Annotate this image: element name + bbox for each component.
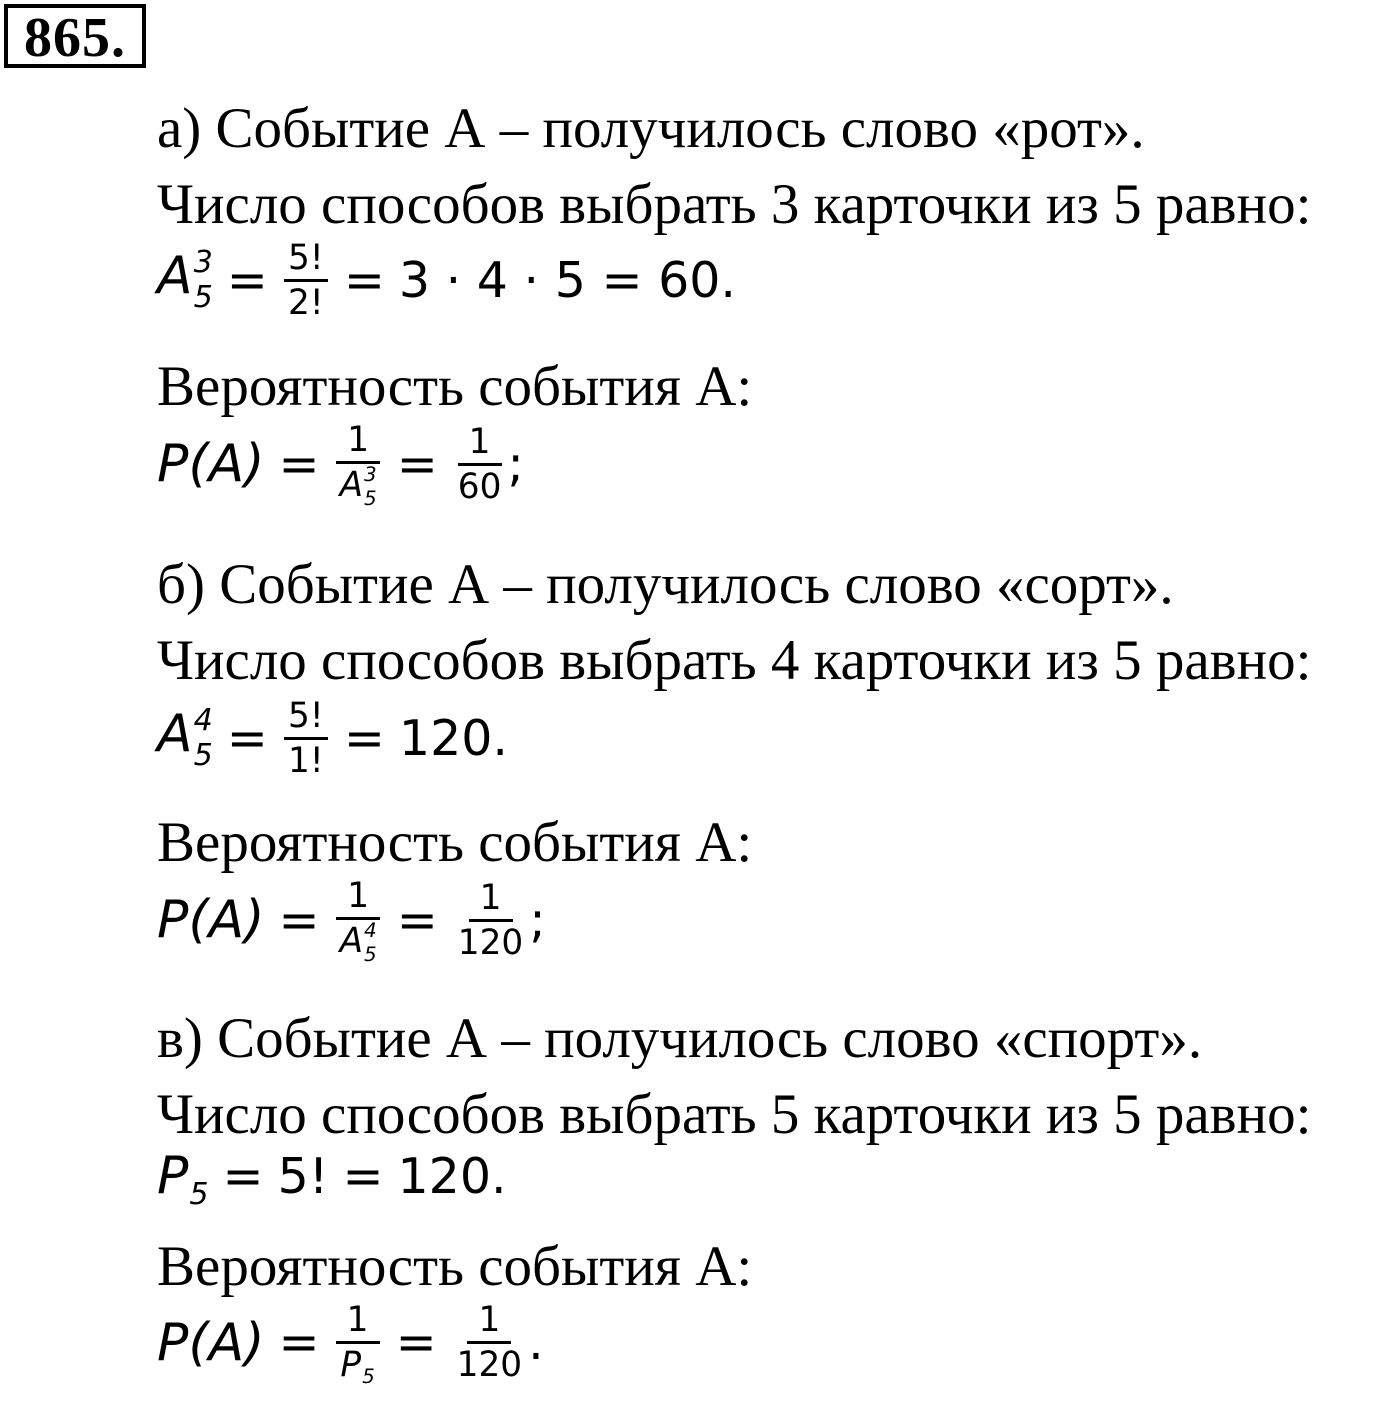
fraction [336,876,381,966]
factorial: 5! [277,1147,329,1205]
fraction [336,420,381,510]
subscript: 5 [364,942,377,966]
probability-lhs: P(A) [157,1312,265,1373]
problem-number: 865. [4,4,146,68]
fraction-numerator: 1 [336,878,380,920]
arrangement-symbol [157,245,213,315]
part-b-ways-formula: A 4 5 = $\frac{5!}{1!}$ = 120. [157,696,508,781]
part-a-prob-formula: P(A) = 1 A 3 5 = $\frac{1}{60}$ ; [157,420,524,510]
symbol-letter: A [339,921,364,961]
superscript: 4 [364,919,377,942]
part-a-ways-formula: A 3 5 = $\frac{5!}{2!}$ = 3 · 4 · 5 = 60. [157,238,737,323]
fraction-numerator: 5! [284,698,328,740]
subscript: 5 [193,737,213,773]
probability-lhs: P(A) [157,890,265,951]
fraction-numerator: 5! [284,240,328,282]
superscript: 4 [193,703,213,739]
fraction [336,1300,380,1388]
fraction-numerator: 1 [469,880,513,922]
permutation-symbol [157,1146,209,1212]
formula-result: 3 · 4 · 5 = 60. [398,252,737,309]
fraction-numerator: 1 [458,424,502,466]
probability-lhs: P(A) [157,434,265,495]
part-a-ways-text: Число способов выбрать 3 карточки из 5 равно: [157,173,1312,236]
fraction-numerator: 1 [467,1302,511,1344]
part-c-event: в) Событие А – получилось слово «спорт». [157,1007,1203,1070]
symbol-letter: P [157,1146,189,1206]
punctuation: ; [507,435,524,493]
fraction-denominator [336,919,381,966]
part-a-prob-text: Вероятность события А: [157,355,753,418]
fraction [284,698,328,779]
part-c-prob-text: Вероятность события А: [157,1235,753,1298]
fraction-numerator: 1 [336,422,380,464]
part-b-prob-text: Вероятность события А: [157,811,753,874]
subscript: 5 [189,1176,209,1212]
symbol-letter: P [340,1345,362,1385]
part-c-prob-formula: P(A) = $\frac{1}{P_5}$ = $\frac{1}{120}$ . [157,1300,544,1388]
punctuation: ; [529,891,546,949]
fraction [284,240,328,321]
fraction [454,877,527,963]
part-b-ways-text: Число способов выбрать 4 карточки из 5 равно: [157,629,1312,692]
formula-result: 120. [398,710,508,767]
superscript: 3 [364,463,377,486]
fraction-numerator: 1 [336,1302,380,1344]
superscript: 3 [193,245,213,281]
subscript: 5 [364,486,377,510]
fraction-denominator [336,1344,378,1388]
subscript: 5 [362,1364,375,1388]
part-c-ways-formula: $P_5$ = 5! = 120. [157,1146,507,1212]
fraction-denominator: 2! [288,283,324,323]
subscript: 5 [193,279,213,315]
fraction [453,1302,526,1383]
fraction-denominator: 120 [457,922,524,963]
fraction-denominator: 1! [288,741,324,781]
part-a-event: а) Событие А – получилось слово «рот». [157,97,1145,160]
symbol-letter: A [339,465,364,505]
part-b-event: б) Событие А – получилось слово «сорт». [157,553,1174,616]
fraction [454,421,506,507]
part-b-prob-formula: P(A) = 1 A 4 5 = $\frac{1}{120}$ ; [157,876,546,966]
part-c-ways-text: Число способов выбрать 5 карточки из 5 равно: [157,1083,1312,1146]
symbol-letter: A [157,246,193,307]
punctuation: . [528,1314,544,1371]
formula-result: 120. [397,1147,507,1205]
arrangement-symbol [157,703,213,773]
fraction-denominator: 120 [456,1345,523,1385]
fraction-denominator [336,463,381,510]
fraction-denominator: 60 [457,466,502,507]
symbol-letter: A [157,704,193,765]
